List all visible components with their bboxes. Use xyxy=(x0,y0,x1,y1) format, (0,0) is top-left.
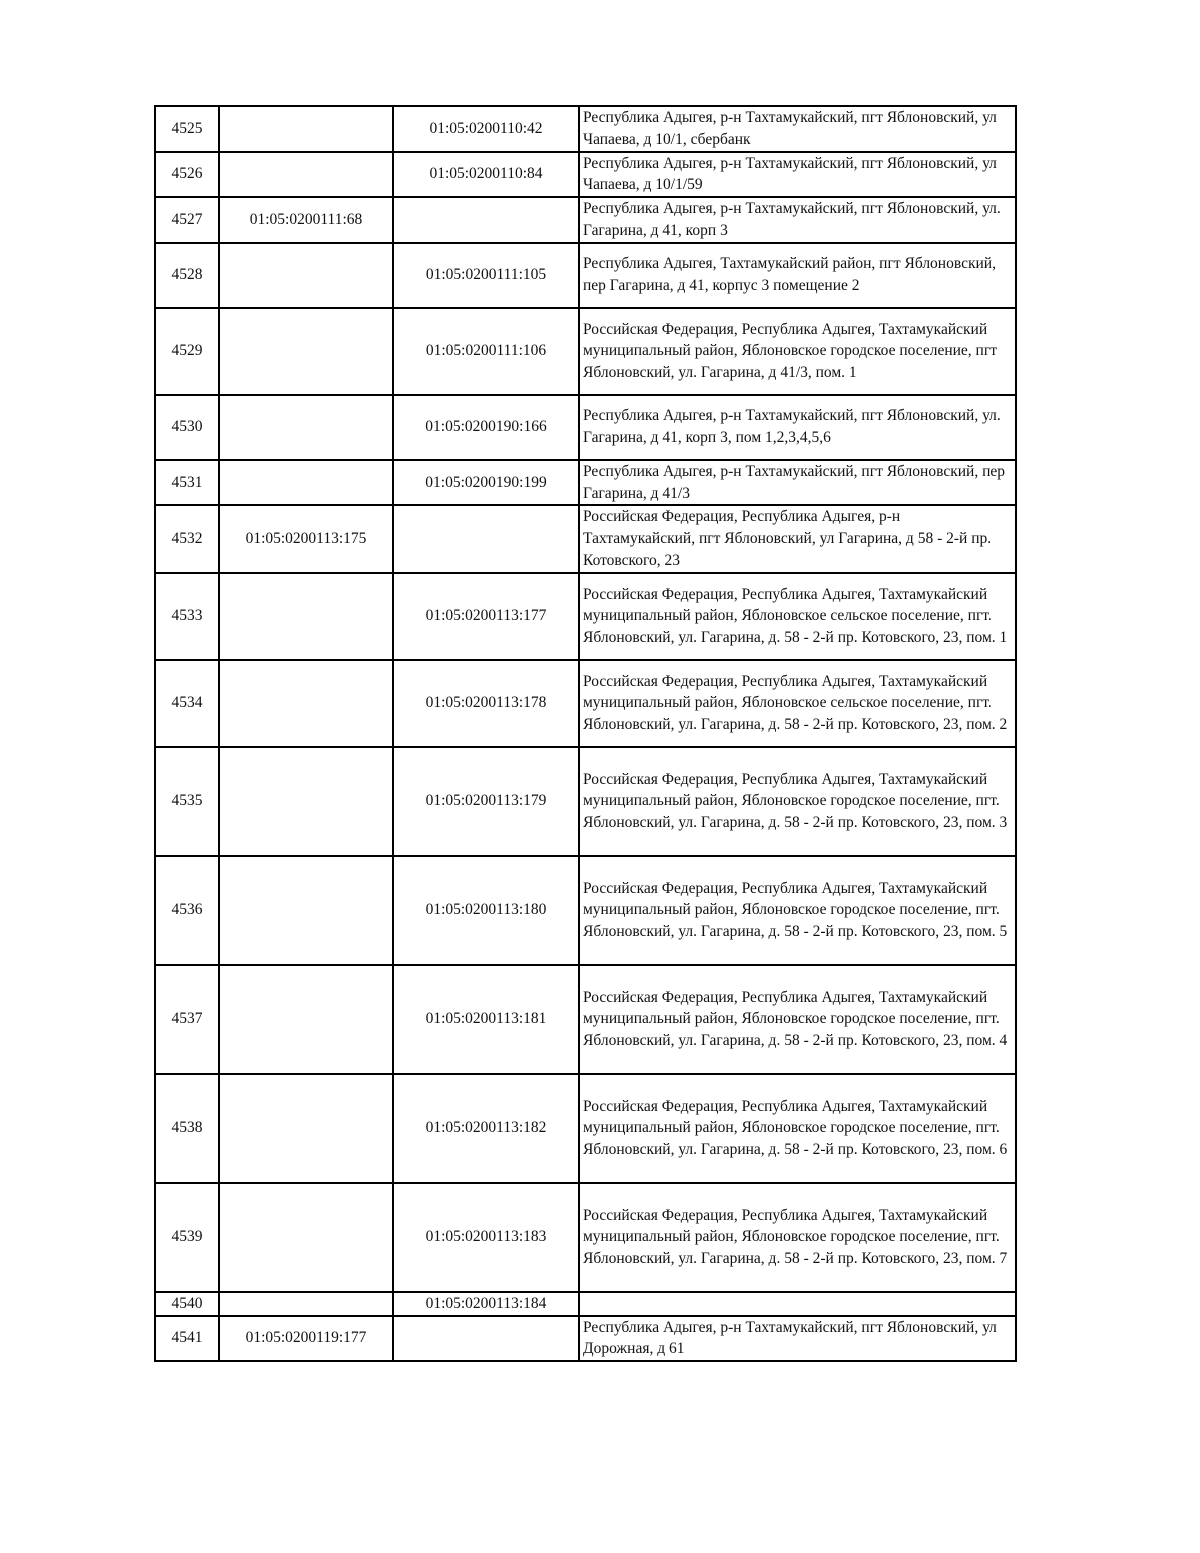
table-row xyxy=(155,1316,1016,1362)
row-number-cell: 4538 xyxy=(155,1074,219,1183)
table-row xyxy=(155,460,1016,506)
address-cell: Республика Адыгея, р-н Тахтамукайский, пгт Яблоновский, ул. Гагарина, д 41, корп 3 xyxy=(579,197,1016,243)
address-cell: Республика Адыгея, р-н Тахтамукайский, пгт Яблоновский, ул Чапаева, д 10/1, сбербанк xyxy=(579,106,1016,152)
table-row xyxy=(155,660,1016,747)
cadastral-number-cell xyxy=(393,505,579,572)
table-row xyxy=(155,152,1016,198)
row-number-cell: 4527 xyxy=(155,197,219,243)
address-cell: Республика Адыгея, р-н Тахтамукайский, пгт Яблоновский, ул Чапаева, д 10/1/59 xyxy=(579,152,1016,198)
address-cell: Республика Адыгея, р-н Тахтамукайский, пгт Яблоновский, ул Дорожная, д 61 xyxy=(579,1316,1016,1362)
cadastral-number-cell: 01:05:0200113:182 xyxy=(393,1074,579,1183)
table-row xyxy=(155,308,1016,395)
row-number-cell: 4540 xyxy=(155,1292,219,1316)
row-number-cell: 4537 xyxy=(155,965,219,1074)
row-number-cell: 4531 xyxy=(155,460,219,506)
cadastral-number-cell xyxy=(219,965,393,1074)
cadastral-number-cell: 01:05:0200113:175 xyxy=(219,505,393,572)
row-number-cell: 4539 xyxy=(155,1183,219,1292)
cadastral-number-cell: 01:05:0200113:181 xyxy=(393,965,579,1074)
address-cell: Российская Федерация, Республика Адыгея, Тахтамукайский муниципальный район, Яблоновское городское поселение, пгт. Яблоновский, ул. Гагарина, д. 58 - 2-й пр. Котовского, 23, пом. 4 xyxy=(579,965,1016,1074)
address-cell: Российская Федерация, Республика Адыгея, Тахтамукайский муниципальный район, Яблоновское городское поселение, пгт. Яблоновский, ул. Гагарина, д. 58 - 2-й пр. Котовского, 23, пом. 5 xyxy=(579,856,1016,965)
row-number-cell: 4536 xyxy=(155,856,219,965)
address-cell: Российская Федерация, Республика Адыгея, Тахтамукайский муниципальный район, Яблоновское городское поселение, пгт Яблоновский, ул. Гагарина, д 41/3, пом. 1 xyxy=(579,308,1016,395)
cadastral-number-cell xyxy=(219,856,393,965)
cadastral-number-cell: 01:05:0200113:177 xyxy=(393,573,579,660)
cadastral-number-cell xyxy=(219,460,393,506)
address-cell: Республика Адыгея, Тахтамукайский район, пгт Яблоновский, пер Гагарина, д 41, корпус 3 помещение 2 xyxy=(579,243,1016,308)
cadastral-number-cell xyxy=(393,1316,579,1362)
cadastral-number-cell xyxy=(219,395,393,460)
address-cell: Республика Адыгея, р-н Тахтамукайский, пгт Яблоновский, пер Гагарина, д 41/3 xyxy=(579,460,1016,506)
table-row xyxy=(155,197,1016,243)
property-table xyxy=(154,105,1017,1362)
row-number-cell: 4526 xyxy=(155,152,219,198)
cadastral-number-cell: 01:05:0200110:84 xyxy=(393,152,579,198)
row-number-cell: 4532 xyxy=(155,505,219,572)
address-cell xyxy=(579,1292,1016,1316)
address-cell: Российская Федерация, Республика Адыгея, Тахтамукайский муниципальный район, Яблоновское сельское поселение, пгт. Яблоновский, ул. Гагарина, д. 58 - 2-й пр. Котовского, 23, пом. 2 xyxy=(579,660,1016,747)
cadastral-number-cell: 01:05:0200113:179 xyxy=(393,747,579,856)
table-row xyxy=(155,505,1016,572)
cadastral-number-cell xyxy=(219,243,393,308)
row-number-cell: 4535 xyxy=(155,747,219,856)
table-row xyxy=(155,856,1016,965)
cadastral-number-cell xyxy=(219,106,393,152)
row-number-cell: 4534 xyxy=(155,660,219,747)
cadastral-number-cell: 01:05:0200190:199 xyxy=(393,460,579,506)
cadastral-number-cell: 01:05:0200110:42 xyxy=(393,106,579,152)
table-row xyxy=(155,1074,1016,1183)
cadastral-number-cell: 01:05:0200113:180 xyxy=(393,856,579,965)
cadastral-number-cell: 01:05:0200190:166 xyxy=(393,395,579,460)
table-row xyxy=(155,106,1016,152)
row-number-cell: 4529 xyxy=(155,308,219,395)
table-row xyxy=(155,395,1016,460)
table-row xyxy=(155,1183,1016,1292)
cadastral-number-cell xyxy=(219,1292,393,1316)
row-number-cell: 4530 xyxy=(155,395,219,460)
cadastral-number-cell xyxy=(219,152,393,198)
cadastral-number-cell xyxy=(219,747,393,856)
cadastral-number-cell: 01:05:0200111:68 xyxy=(219,197,393,243)
row-number-cell: 4528 xyxy=(155,243,219,308)
table-row xyxy=(155,1292,1016,1316)
address-cell: Российская Федерация, Республика Адыгея, Тахтамукайский муниципальный район, Яблоновское городское поселение, пгт. Яблоновский, ул. Гагарина, д. 58 - 2-й пр. Котовского, 23, пом. 3 xyxy=(579,747,1016,856)
address-cell: Республика Адыгея, р-н Тахтамукайский, пгт Яблоновский, ул. Гагарина, д 41, корп 3, пом 1,2,3,4,5,6 xyxy=(579,395,1016,460)
cadastral-number-cell: 01:05:0200113:178 xyxy=(393,660,579,747)
table-row xyxy=(155,243,1016,308)
cadastral-number-cell: 01:05:0200113:184 xyxy=(393,1292,579,1316)
cadastral-number-cell xyxy=(219,573,393,660)
table-body xyxy=(155,106,1016,1361)
cadastral-number-cell xyxy=(219,1183,393,1292)
table-row xyxy=(155,965,1016,1074)
cadastral-number-cell: 01:05:0200111:105 xyxy=(393,243,579,308)
address-cell: Российская Федерация, Республика Адыгея, р-н Тахтамукайский, пгт Яблоновский, ул Гагарина, д 58 - 2-й пр. Котовского, 23 xyxy=(579,505,1016,572)
cadastral-number-cell xyxy=(393,197,579,243)
row-number-cell: 4533 xyxy=(155,573,219,660)
cadastral-number-cell: 01:05:0200111:106 xyxy=(393,308,579,395)
address-cell: Российская Федерация, Республика Адыгея, Тахтамукайский муниципальный район, Яблоновское городское поселение, пгт. Яблоновский, ул. Гагарина, д. 58 - 2-й пр. Котовского, 23, пом. 7 xyxy=(579,1183,1016,1292)
cadastral-number-cell xyxy=(219,308,393,395)
cadastral-number-cell: 01:05:0200119:177 xyxy=(219,1316,393,1362)
row-number-cell: 4541 xyxy=(155,1316,219,1362)
cadastral-number-cell: 01:05:0200113:183 xyxy=(393,1183,579,1292)
row-number-cell: 4525 xyxy=(155,106,219,152)
address-cell: Российская Федерация, Республика Адыгея, Тахтамукайский муниципальный район, Яблоновское сельское поселение, пгт. Яблоновский, ул. Гагарина, д. 58 - 2-й пр. Котовского, 23, пом. 1 xyxy=(579,573,1016,660)
table-row xyxy=(155,573,1016,660)
table-row xyxy=(155,747,1016,856)
cadastral-number-cell xyxy=(219,660,393,747)
address-cell: Российская Федерация, Республика Адыгея, Тахтамукайский муниципальный район, Яблоновское городское поселение, пгт. Яблоновский, ул. Гагарина, д. 58 - 2-й пр. Котовского, 23, пом. 6 xyxy=(579,1074,1016,1183)
cadastral-number-cell xyxy=(219,1074,393,1183)
